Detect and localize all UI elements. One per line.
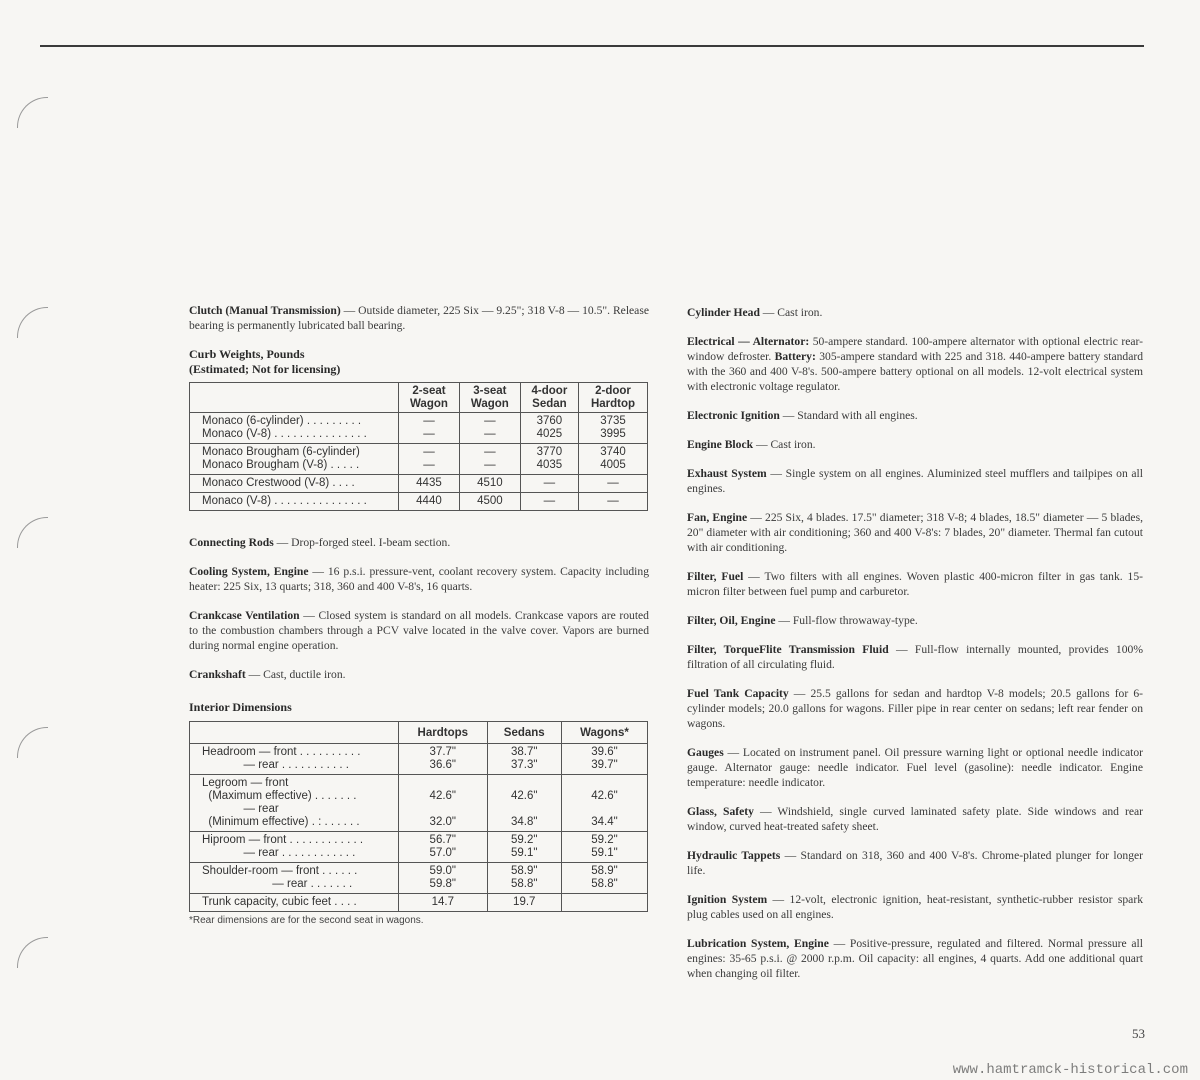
spec-term: Lubrication System, Engine	[687, 937, 829, 950]
cell-value: 19.7	[487, 894, 561, 912]
table-header-blank	[190, 722, 399, 744]
spec-term: Engine Block	[687, 438, 754, 451]
cell-value: —	[579, 493, 648, 511]
table-header: 4-door Sedan	[520, 383, 578, 413]
row-label: Legroom — front (Maximum effective) . . . . . . . — rear (Minimum effective) . : . . . . . .	[190, 775, 399, 832]
connecting-rods-text: — Drop-forged steel. I-beam section.	[273, 536, 451, 549]
table-row	[190, 863, 648, 894]
spec-paragraph	[687, 466, 1143, 496]
crankshaft-term: Crankshaft	[189, 668, 246, 681]
row-label: Monaco (6-cylinder) . . . . . . . . . Monaco (V-8) . . . . . . . . . . . . . . .	[190, 413, 399, 444]
cell-value: 42.6" 34.4"	[561, 775, 647, 832]
table-row	[190, 493, 648, 511]
cell-value: 3770 4035	[520, 444, 578, 475]
row-label: Shoulder-room — front . . . . . . — rear . . . . . . .	[190, 863, 399, 894]
spec-text: 305-ampere standard with 225 and 318. 440-ampere battery standard with the 360 and 400 V-8's. 500-ampere battery optional on all models. 12-volt electrical system with electronic voltage regulator.	[687, 350, 1143, 393]
crankshaft-text: — Cast, ductile iron.	[245, 668, 346, 681]
curb-weights-subheading: (Estimated; Not for licensing)	[189, 362, 341, 376]
table-header: Sedans	[487, 722, 561, 744]
interior-dimensions-table	[189, 721, 648, 912]
cooling-term: Cooling System, Engine	[189, 565, 309, 578]
top-rule	[40, 45, 1144, 47]
page-number: 53	[1132, 1026, 1145, 1041]
spec-term: Ignition System	[687, 893, 768, 906]
cell-value: —	[579, 475, 648, 493]
spec-text: — Full-flow internally mounted, provides 100% filtration of all circulating fluid.	[687, 643, 1143, 671]
crankshaft-paragraph	[189, 667, 649, 682]
table-header: Hardtops	[399, 722, 488, 744]
spec-paragraph	[687, 437, 1143, 452]
binder-hole-mark	[17, 97, 48, 128]
spec-text: — 225 Six, 4 blades. 17.5" diameter; 318 V-8; 4 blades, 18.5" diameter — 5 blades, 20" diameter with air conditioning; 360 and 400 V-8's: 7 blades, 20" diameter. Thermal fan cutout with air conditioning.	[687, 511, 1143, 554]
row-label: Hiproom — front . . . . . . . . . . . . — rear . . . . . . . . . . . .	[190, 832, 399, 863]
cell-value: 4435	[399, 475, 460, 493]
spec-paragraph	[687, 408, 1143, 423]
spec-text: — 25.5 gallons for sedan and hardtop V-8 models; 20.5 gallons for 6-cylinder models; 20.0 gallons for wagons. Filler pipe in rear center on sedans; left rear fender on wagons.	[687, 687, 1143, 730]
binder-hole-mark	[17, 307, 48, 338]
spec-term: Gauges	[687, 746, 724, 759]
curb-weights-header-row	[190, 383, 648, 413]
table-header: 2-seat Wagon	[399, 383, 460, 413]
clutch-term: Clutch (Manual Transmission)	[189, 304, 341, 317]
table-header-blank	[190, 383, 399, 413]
interior-dimensions-heading: Interior Dimensions	[189, 700, 292, 714]
spec-text: — Standard on 318, 360 and 400 V-8's. Chrome-plated plunger for longer life.	[687, 849, 1143, 877]
cell-value: 56.7" 57.0"	[399, 832, 488, 863]
spec-paragraph	[687, 745, 1143, 790]
interior-header-row	[190, 722, 648, 744]
cell-value: 38.7" 37.3"	[487, 744, 561, 775]
spec-paragraph	[687, 613, 1143, 628]
spec-paragraph	[687, 686, 1143, 731]
cell-value: —	[520, 493, 578, 511]
clutch-paragraph	[189, 303, 649, 333]
cell-value: 59.2" 59.1"	[561, 832, 647, 863]
spec-text: — Cast iron.	[753, 438, 816, 451]
cell-value: — —	[459, 413, 520, 444]
spec-text: — Full-flow throwaway-type.	[775, 614, 918, 627]
spec-text: 50-ampere standard. 100-ampere alternator with optional electric rear-window defroster.	[687, 335, 1143, 363]
connecting-rods-term: Connecting Rods	[189, 536, 274, 549]
spec-paragraph	[687, 642, 1143, 672]
cell-value: 4500	[459, 493, 520, 511]
cell-value: 58.9" 58.8"	[487, 863, 561, 894]
spec-text: — Standard with all engines.	[779, 409, 918, 422]
clutch-text: — Outside diameter, 225 Six — 9.25"; 318 V-8 — 10.5". Release bearing is permanently lubricated ball bearing.	[189, 304, 649, 332]
row-label: Monaco Crestwood (V-8) . . . .	[190, 475, 399, 493]
crankcase-term: Crankcase Ventilation	[189, 609, 300, 622]
cooling-paragraph	[189, 564, 649, 594]
row-label: Monaco (V-8) . . . . . . . . . . . . . . .	[190, 493, 399, 511]
cell-value: 4440	[399, 493, 460, 511]
spec-text: — Cast iron.	[759, 306, 823, 319]
table-row	[190, 413, 648, 444]
interior-footnote: *Rear dimensions are for the second seat in wagons.	[189, 915, 424, 926]
cell-value: 14.7	[399, 894, 488, 912]
cell-value: 3760 4025	[520, 413, 578, 444]
spec-term: Filter, Fuel	[687, 570, 744, 583]
spec-text: — Windshield, single curved laminated safety plate. Side windows and rear window, curved heat-treated safety sheet.	[687, 805, 1144, 833]
spec-term: Glass, Safety	[687, 805, 754, 818]
spec-text: — Two filters with all engines. Woven plastic 400-micron filter in gas tank. 15-micron filter between fuel pump and carburetor.	[687, 570, 1143, 598]
spec-term: Electronic Ignition	[687, 409, 780, 422]
spec-paragraph	[687, 510, 1143, 555]
spec-paragraph	[687, 936, 1143, 981]
spec-text: — Located on instrument panel. Oil pressure warning light or optional needle indicator gauge. Alternator gauge: needle indicator. Fuel level (gasoline): needle indicator. Engine temperature: needle indicator.	[687, 746, 1143, 789]
cell-value	[561, 894, 647, 912]
spec-paragraph	[687, 334, 1143, 394]
table-row	[190, 832, 648, 863]
cell-value: — —	[399, 413, 460, 444]
connecting-rods-paragraph	[189, 535, 649, 550]
cell-value: 59.2" 59.1"	[487, 832, 561, 863]
cell-value: — —	[459, 444, 520, 475]
cooling-text: — 16 p.s.i. pressure-vent, coolant recovery system. Capacity including heater: 225 Six, 13 quarts; 318, 360 and 400 V-8's, 16 quarts.	[189, 565, 649, 593]
crankcase-paragraph	[189, 608, 649, 653]
spec-term: Hydraulic Tappets	[687, 849, 781, 862]
cell-value: 3740 4005	[579, 444, 648, 475]
spec-paragraph	[687, 804, 1143, 834]
spec-term: Electrical — Alternator:	[687, 335, 810, 348]
cell-value: 42.6" 34.8"	[487, 775, 561, 832]
table-row	[190, 775, 648, 832]
table-row	[190, 894, 648, 912]
table-header: Wagons*	[561, 722, 647, 744]
spec-term: Cylinder Head	[687, 306, 760, 319]
left-column	[189, 303, 649, 926]
binder-hole-mark	[17, 937, 48, 968]
spec-term: Fan, Engine	[687, 511, 748, 524]
cell-value: 42.6" 32.0"	[399, 775, 488, 832]
cell-value: —	[520, 475, 578, 493]
table-row	[190, 475, 648, 493]
spec-term: Exhaust System	[687, 467, 767, 480]
row-label: Trunk capacity, cubic feet . . . .	[190, 894, 399, 912]
spec-term: Battery:	[774, 350, 816, 363]
cell-value: 4510	[459, 475, 520, 493]
crankcase-text: — Closed system is standard on all models. Crankcase vapors are routed to the combustion chambers through a PCV valve located in the valve cover. Vapors are burned during normal engine operation.	[189, 609, 649, 652]
curb-weights-table	[189, 382, 648, 511]
table-header: 3-seat Wagon	[459, 383, 520, 413]
curb-weights-heading: Curb Weights, Pounds	[189, 347, 305, 361]
spec-paragraph	[687, 569, 1143, 599]
cell-value: 59.0" 59.8"	[399, 863, 488, 894]
row-label: Monaco Brougham (6-cylinder) Monaco Brougham (V-8) . . . . .	[190, 444, 399, 475]
spec-paragraph	[687, 892, 1143, 922]
row-label: Headroom — front . . . . . . . . . . — rear . . . . . . . . . . .	[190, 744, 399, 775]
spec-term: Filter, TorqueFlite Transmission Fluid	[687, 643, 889, 656]
spec-term: Filter, Oil, Engine	[687, 614, 776, 627]
watermark: www.hamtramck-historical.com	[952, 1062, 1188, 1078]
binder-hole-mark	[17, 517, 48, 548]
spec-text: — Positive-pressure, regulated and filtered. Normal pressure all engines: 35-65 p.s.i. @ 2000 r.p.m. Oil capacity: all engines, 4 quarts. Add one additional quart when changing oil filter.	[687, 937, 1143, 980]
table-row	[190, 744, 648, 775]
table-header: 2-door Hardtop	[579, 383, 648, 413]
cell-value: — —	[399, 444, 460, 475]
cell-value: 37.7" 36.6"	[399, 744, 488, 775]
spec-text: — Single system on all engines. Aluminized steel mufflers and tailpipes on all engines.	[687, 467, 1144, 495]
right-column	[687, 305, 1143, 995]
spec-paragraph	[687, 305, 1143, 320]
binder-hole-mark	[17, 727, 48, 758]
cell-value: 3735 3995	[579, 413, 648, 444]
cell-value: 58.9" 58.8"	[561, 863, 647, 894]
cell-value: 39.6" 39.7"	[561, 744, 647, 775]
spec-term: Fuel Tank Capacity	[687, 687, 789, 700]
table-row	[190, 444, 648, 475]
spec-paragraph	[687, 848, 1143, 878]
spec-text: — 12-volt, electronic ignition, heat-resistant, synthetic-rubber resistor spark plug cables used on all engines.	[687, 893, 1143, 921]
